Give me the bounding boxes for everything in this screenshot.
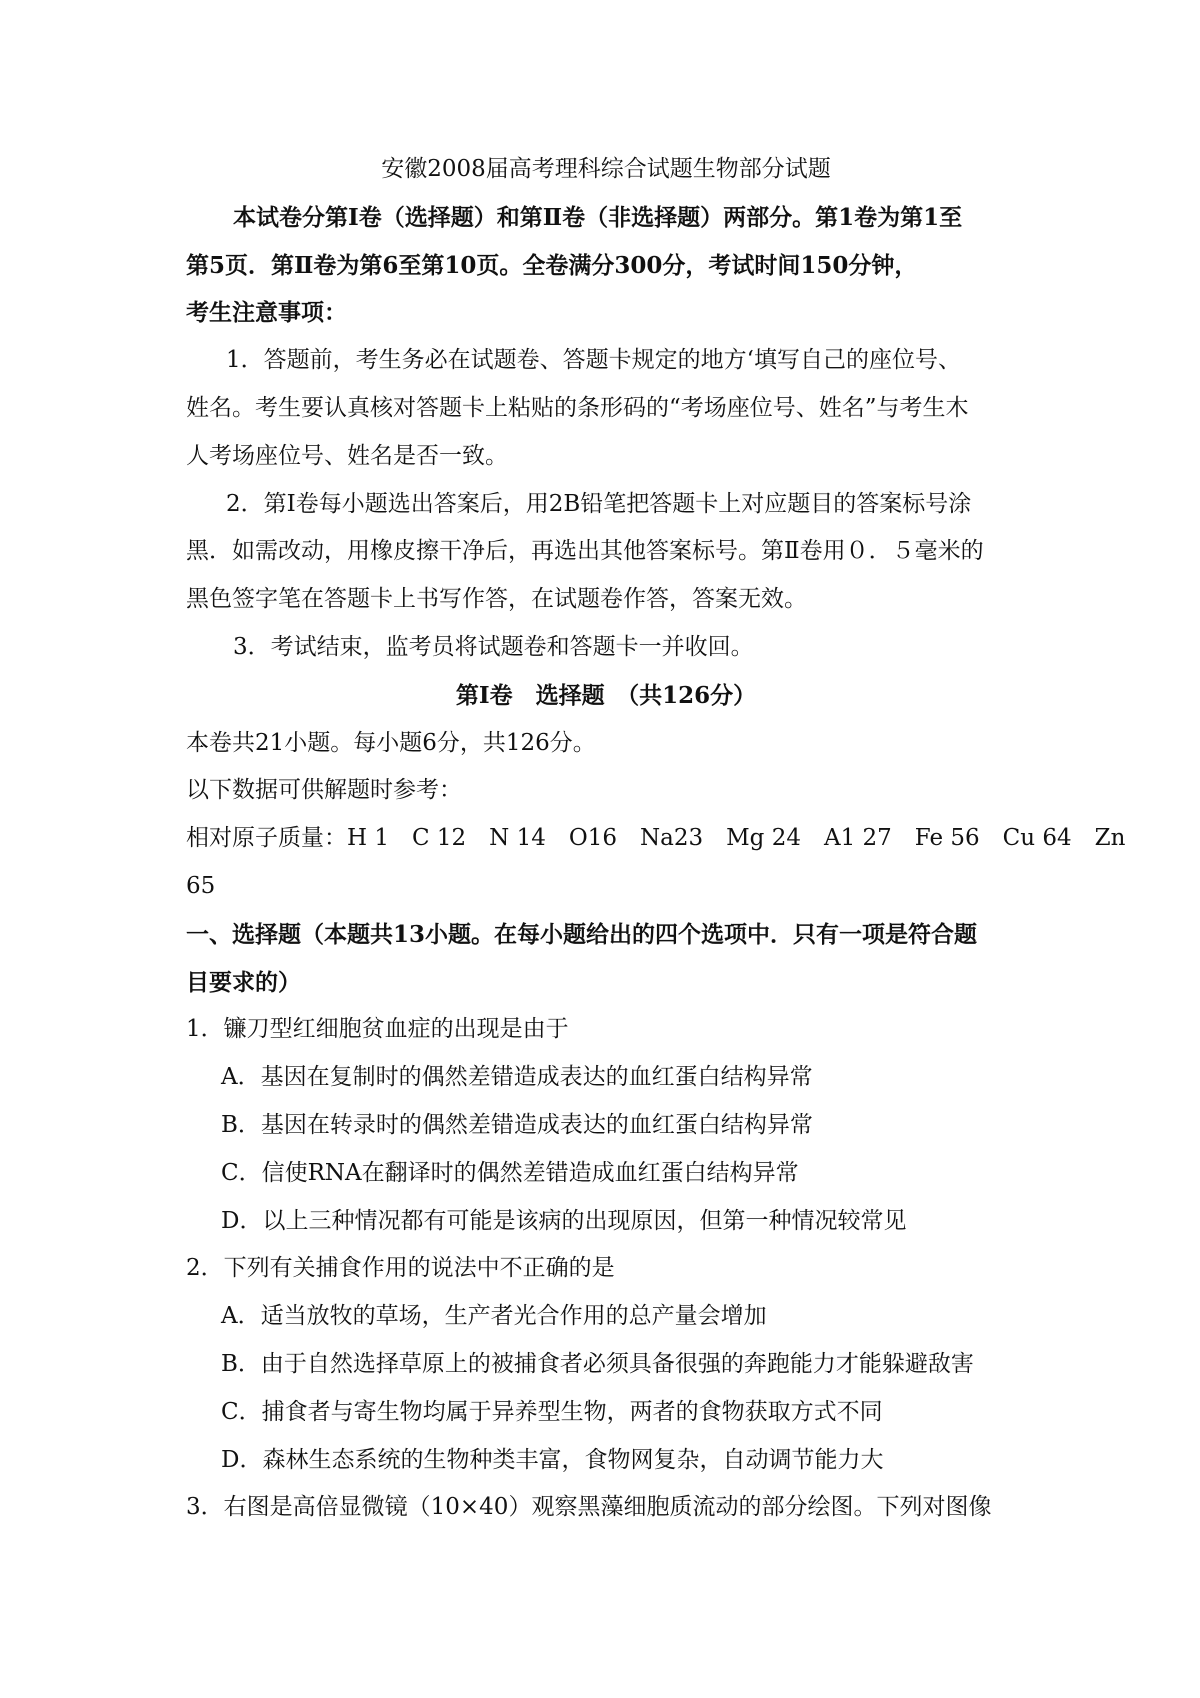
notice-2-line-3: 黑色签字笔在答题卡上书写作答，在试题卷作答，答案无效。: [186, 586, 807, 613]
part1-heading-line-2: 目要求的）: [186, 968, 301, 996]
question-3-stem: 3．右图是高倍显微镜（10×40）观察黑藻细胞质流动的部分绘图。下列对图像: [186, 1494, 992, 1521]
question-2-stem: 2．下列有关捕食作用的说法中不正确的是: [186, 1255, 615, 1282]
question-1-option-c: C．信使RNA在翻译时的偶然差错造成血红蛋白结构异常: [221, 1159, 799, 1186]
question-2-option-c: C．捕食者与寄生物均属于异养型生物，两者的食物获取方式不同: [221, 1398, 883, 1425]
question-1-option-b: B．基因在转录时的偶然差错造成表达的血红蛋白结构异常: [221, 1111, 813, 1138]
notice-3-line-1: 3．考试结束，监考员将试题卷和答题卡一并收回。: [233, 633, 754, 660]
atomic-mass-line-2: 65: [186, 872, 216, 899]
notice-2-line-1: 2．第Ⅰ卷每小题选出答案后，用2B铅笔把答题卡上对应题目的答案标号涂: [226, 490, 972, 517]
notice-1-line-2: 姓名。考生要认真核对答题卡上粘贴的条形码的“考场座位号、姓名”与考生木: [186, 394, 969, 421]
document-page: [186, 146, 1126, 1532]
section-count-line: 本卷共21小题。每小题6分，共126分。: [186, 729, 596, 756]
reference-line: 以下数据可供解题时参考：: [186, 777, 462, 804]
intro-line-1: 本试卷分第Ⅰ卷（选择题）和第Ⅱ卷（非选择题）两部分。第1卷为第1至: [233, 203, 963, 231]
atomic-mass-line-1: 相对原子质量：H 1 C 12 N 14 O16 Na23 Mg 24 A1 27 Fe 56 Cu 64 Zn: [186, 825, 1126, 852]
notice-2-line-2: 黑．如需改动，用橡皮擦干净后，再选出其他答案标号。第Ⅱ卷用０．５毫米的: [186, 538, 984, 565]
question-1-stem: 1．镰刀型红细胞贫血症的出现是由于: [186, 1016, 569, 1043]
question-2-option-d: D．森林生态系统的生物种类丰富，食物网复杂，自动调节能力大: [221, 1446, 884, 1473]
question-1-option-d: D．以上三种情况都有可能是该病的出现原因，但第一种情况较常见: [221, 1207, 907, 1234]
notice-heading: 考生注意事项：: [186, 299, 347, 327]
page-title: 安徽2008届高考理科综合试题生物部分试题: [381, 156, 831, 182]
part1-heading-line-1: 一、选择题（本题共13小题。在每小题给出的四个选项中．只有一项是符合题: [186, 920, 978, 948]
question-2-option-b: B．由于自然选择草原上的被捕食者必须具备很强的奔跑能力才能躲避敌害: [221, 1350, 974, 1377]
notice-1-line-1: 1．答题前，考生务必在试题卷、答题卡规定的地方‘填写自己的座位号、: [226, 347, 961, 374]
question-1-option-a: A．基因在复制时的偶然差错造成表达的血红蛋白结构异常: [221, 1064, 813, 1091]
question-2-option-a: A．适当放牧的草场，生产者光合作用的总产量会增加: [221, 1303, 767, 1330]
notice-1-line-3: 人考场座位号、姓名是否一致。: [186, 442, 508, 469]
section-heading: 第Ⅰ卷 选择题 （共126分）: [455, 681, 757, 709]
intro-line-2: 第5页．第Ⅱ卷为第6至第10页。全卷满分300分，考试时间150分钟，: [186, 251, 918, 279]
